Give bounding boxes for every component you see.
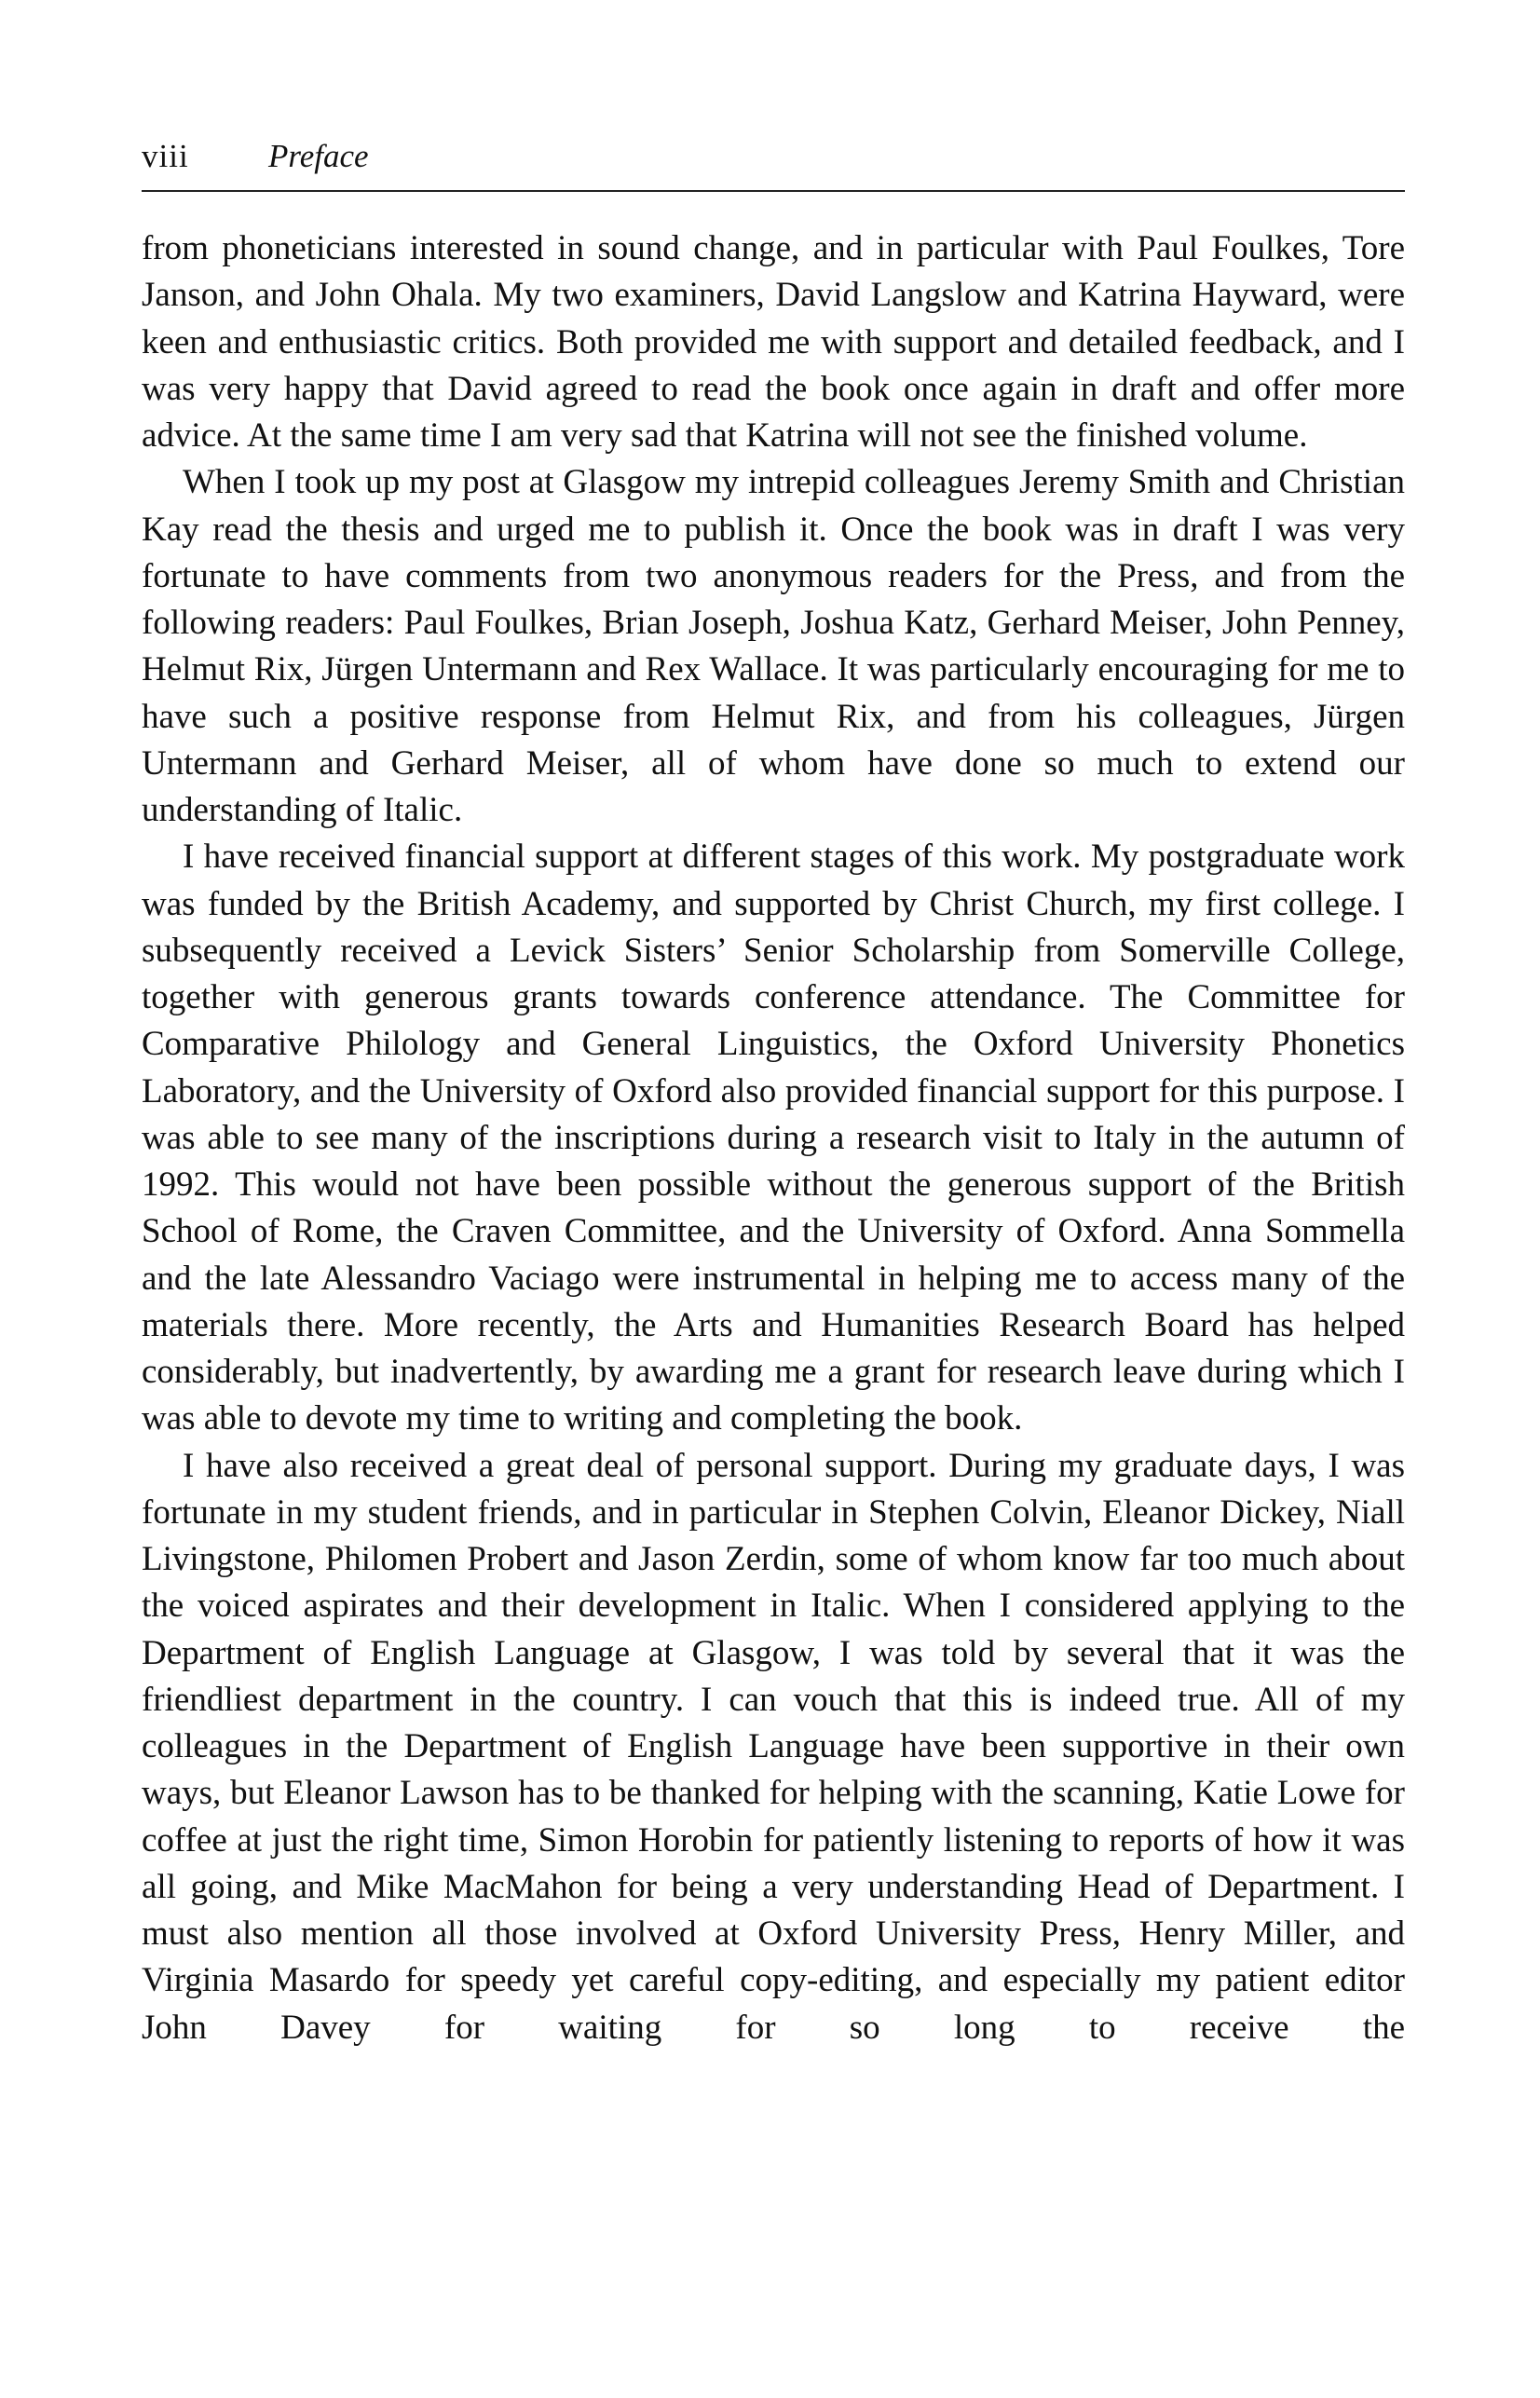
page-number: viii — [142, 138, 189, 174]
paragraph: I have received financial support at different stages of this work. My postgraduate work was funded by the British Academy, and supported by Christ Church, my first college. I subsequently received a Levick Sisters’ Senior Scholarship from Somerville College, together with generous grants towards conference attendance. The Committee for Comparative Philology and General Linguistics, the Oxford University Phonetics Laboratory, and the University of Oxford also provided financial support for this purpose. I was able to see many of the inscriptions during a research visit to Italy in the autumn of 1992. This would not have been possible without the generous support of the British School of Rome, the Craven Committee, and the University of Oxford. Anna Sommella and the late Alessandro Vaciago were instrumental in helping me to access many of the materials there. More recently, the Arts and Humanities Research Board has helped considerably, but inadvertently, by awarding me a grant for research leave during which I was able to devote my time to writing and completing the book. — [142, 838, 1405, 1438]
paragraph: I have also received a great deal of personal support. During my graduate days, I was fortunate in my student friends, and in particular in Stephen Colvin, Eleanor Dickey, Niall Livingstone, Philomen Probert and Jason Zerdin, some of whom know far too much about the voiced aspirates and their development in Italic. When I considered applying to the Department of English Language at Glasgow, I was told by several that it was the friendliest department in the country. I can vouch that this is indeed true. All of my colleagues in the Department of English Language have been supportive in their own ways, but Eleanor Lawson has to be thanked for helping with the scanning, Katie Lowe for coffee at just the right time, Simon Horobin for patiently listening to reports of how it was all going, and Mike MacMahon for being a very understanding Head of Department. I must also mention all those involved at Oxford University Press, Henry Miller, and Virginia Masardo for speedy yet careful copy-editing, and especially my patient editor John Davey for waiting for so long to receive the — [142, 1446, 1405, 2047]
running-head — [142, 136, 1405, 192]
running-head-title: Preface — [268, 138, 369, 174]
paragraph: When I took up my post at Glasgow my intrepid colleagues Jeremy Smith and Christian Kay read the thesis and urged me to publish it. Once the book was in draft I was very fortunate to have comments from two anonymous readers for the Press, and from the following readers: Paul Foulkes, Brian Joseph, Joshua Katz, Gerhard Meiser, John Penney, Helmut Rix, Jürgen Untermann and Rex Wallace. It was particularly encouraging for me to have such a positive response from Helmut Rix, and from his colleagues, Jürgen Untermann and Gerhard Meiser, all of whom have done so much to extend our understanding of Italic. — [142, 463, 1405, 829]
body-text — [142, 225, 1405, 2051]
paragraph: from phoneticians interested in sound change, and in particular with Paul Foulkes, Tore Janson, and John Ohala. My two examiners, David Langslow and Katrina Hayward, were keen and enthusiastic critics. Both provided me with support and detailed feedback, and I was very happy that David agreed to read the book once again in draft and offer more advice. At the same time I am very sad that Katrina will not see the finished volume. — [142, 229, 1405, 455]
